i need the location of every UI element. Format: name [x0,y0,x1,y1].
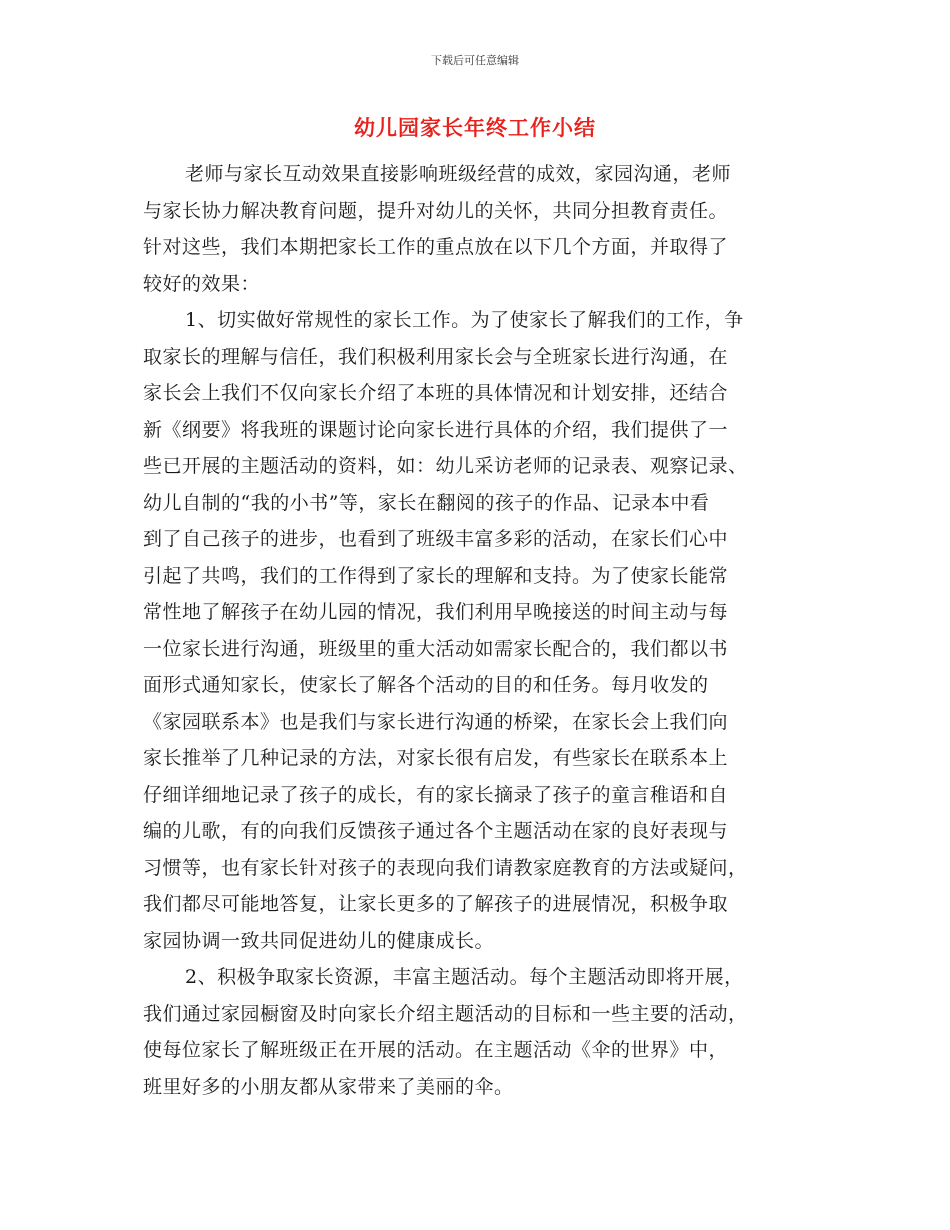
paragraph-line: 引起了共鸣，我们的工作得到了家长的理解和支持。为了使家长能常 [143,564,729,587]
paragraph-line: 到了自己孩子的进步，也看到了班级丰富多彩的活动，在家长们心中 [143,528,729,550]
paragraph-line: 新《纲要》将我班的课题讨论向家长进行具体的介绍，我们提供了一 [143,418,729,441]
document-title: 幼儿园家长年终工作小结 [354,115,596,140]
paragraph-line: 针对这些，我们本期把家长工作的重点放在以下几个方面，并取得了 [143,236,729,258]
paragraph-section-2 [143,959,811,1105]
paragraph-line: 较好的效果： [143,272,261,295]
paragraph-line: 仔细详细地记录了孩子的成长，有的家长摘录了孩子的童言稚语和自 [143,783,729,806]
paragraph-section-1 [143,302,811,959]
paragraph-line: 我们通过家园橱窗及时向家长介绍主题活动的目标和一些主要的活动， [143,1002,748,1025]
paragraph-line: 编的儿歌，有的向我们反馈孩子通过各个主题活动在家的良好表现与 [143,820,729,842]
paragraph-line: 《家园联系本》也是我们与家长进行沟通的桥梁，在家长会上我们向 [143,710,729,733]
paragraph-line: 幼儿自制的“我的小书”等，家长在翻阅的孩子的作品、记录本中看 [143,491,710,514]
header-note: 下载后可任意编辑 [431,54,519,67]
paragraph-line: 面形式通知家长，使家长了解各个活动的目的和任务。每月收发的 [143,674,709,696]
paragraph-line: 家长会上我们不仅向家长介绍了本班的具体情况和计划安排，还结合 [143,382,729,404]
paragraph-line: 老师与家长互动效果直接影响班级经营的成效，家园沟通，老师 [185,163,732,185]
paragraph-line: 取家长的理解与信任，我们积极利用家长会与全班家长进行沟通，在 [143,345,729,368]
paragraph-line: 与家长协力解决教育问题，提升对幼儿的关怀，共同分担教育责任。 [143,199,729,222]
paragraph-intro [143,156,811,302]
paragraph-line: 我们都尽可能地答复，让家长更多的了解孩子的进展情况，积极争取 [143,893,729,915]
paragraph-line: 一位家长进行沟通，班级里的重大活动如需家长配合的，我们都以书 [143,637,729,660]
paragraph-line: 班里好多的小朋友都从家带来了美丽的伞。 [143,1075,514,1098]
paragraph-line: 1、切实做好常规性的家长工作。为了使家长了解我们的工作，争 [185,309,744,331]
paragraph-line: 常性地了解孩子在幼儿园的情况，我们利用早晚接送的时间主动与每 [143,601,729,623]
paragraph-line: 些已开展的主题活动的资料，如：幼儿采访老师的记录表、观察记录、 [143,455,748,477]
document-body [143,156,811,1105]
paragraph-line: 家园协调一致共同促进幼儿的健康成长。 [143,929,495,952]
paragraph-line: 习惯等，也有家长针对孩子的表现向我们请教家庭教育的方法或疑问， [143,856,748,879]
paragraph-line: 使每位家长了解班级正在开展的活动。在主题活动《伞的世界》中， [143,1039,729,1061]
paragraph-line: 2、积极争取家长资源，丰富主题活动。每个主题活动即将开展， [185,966,744,988]
paragraph-line: 家长推举了几种记录的方法，对家长很有启发，有些家长在联系本上 [143,747,729,769]
